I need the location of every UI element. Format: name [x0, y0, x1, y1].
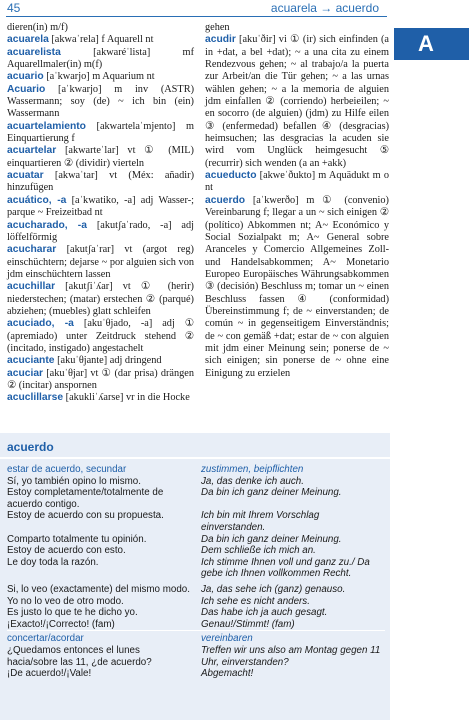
entry-text: [akwaˈrela] f Aquarell nt: [48, 34, 154, 46]
entry-text: [akwaˈtar] vt (Méx: añadir) hinzufügen: [7, 170, 194, 194]
dictionary-entry: [205, 22, 389, 34]
entry-text: [aˈkwarjo] m Aquarium nt: [43, 71, 155, 83]
german-phrase: Da bin ich ganz deiner Meinung.: [201, 487, 342, 499]
usage-box-title: acuerdo: [7, 440, 54, 454]
page-number: 45: [7, 1, 21, 15]
headword: acuario: [7, 71, 44, 83]
usage-row: [7, 580, 385, 596]
entry-text: [akuˈðir] vi ① (ir) sich einfinden (a in +dat, a bel +dat); ~ a una cita zu einem Rendezvous gehen; ~ al trabajo/a la puerta zur Arbeit/an die Tür gehen; ~ a las urnas wählen gehen; ~ a la memoria de alguien jdm einfallen ② (corriendo) herbeieilen; ~ en socorro (de alguien) (jdm) zu Hilfe eilen ③ (enfermedad) befallen ④ (desgracias) heimsuchen; las desgracias la acuden sie wird vom Unglück heimgesucht ⑤ (recurrir) sich wenden (a an +akk): [205, 34, 389, 169]
entry-text: [aˈkwerðo] m ① (convenio) Vereinbarung f; llegar a un ~ sich einigen ② (político) Abkommen nt; A~ Económico y Social Sozialpakt m; A~ General sobre Aranceles y Comercio Allgemeines Zoll- und Handelsabkommen; A~ Monetario Europeo Europäisches Währungsabkommen ③ (decisión) Beschluss m; tomar un ~ einen Beschluss fassen ④ (conformidad) Übereinstimmung f; de ~ einverstanden; de común ~ in gegenseitigem Einverständnis; de ~ con gemäß +dat; estar de ~ con alguien mit jdm einer Meinung sein; ponerse de ~ sich einigen; sin ponerse de ~ ohne eine Einigung zu erzielen: [205, 194, 389, 379]
entry-text: [akukliˈʎarse] vr in die Hocke: [63, 392, 190, 404]
usage-row: [7, 464, 385, 476]
thumb-index-tab: A: [394, 28, 469, 60]
dictionary-entry: [7, 318, 194, 355]
spanish-phrase: Le doy toda la razón.: [7, 556, 99, 568]
german-phrase: vereinbaren: [201, 631, 385, 645]
headword: acuciado, -a: [7, 318, 74, 330]
dictionary-entry: [7, 22, 194, 34]
spanish-phrase: Estoy de acuerdo con su propuesta.: [7, 510, 164, 522]
headword: acuchillar: [7, 281, 56, 293]
spanish-phrase: Es justo lo que te he dicho yo.: [7, 607, 138, 619]
entry-text: [aˈkwarjo] m inv (ASTR) Wassermann; soy (de) ~ ich bin (ein) Wassermann: [7, 83, 194, 120]
guide-words: acuarela → acuerdo: [270, 1, 379, 15]
headword: acuerdo: [205, 194, 246, 206]
german-phrase: zustimmen, beipflichten: [201, 464, 304, 475]
entry-text: dieren(in) m/f): [7, 22, 68, 33]
dictionary-entry: [7, 47, 194, 72]
headword: acucharar: [7, 244, 57, 256]
spanish-phrase: Sí, yo también opino lo mismo.: [7, 475, 141, 487]
dictionary-entry: [7, 121, 194, 146]
headword: acucharado, -a: [7, 219, 87, 231]
right-column: [205, 22, 389, 380]
headword: acuclillarse: [7, 392, 64, 404]
german-phrase: Das habe ich ja auch gesagt.: [201, 607, 328, 619]
entry-text: gehen: [205, 22, 230, 33]
dictionary-entry: [7, 355, 194, 367]
dictionary-entry: [7, 145, 194, 170]
german-phrase: Treffen wir uns also am Montag gegen 11 Uhr, einverstanden?: [201, 644, 381, 668]
usage-row: [7, 645, 385, 668]
german-phrase: Da bin ich ganz deiner Meinung.: [201, 533, 342, 545]
usage-row: [7, 510, 385, 533]
dictionary-entry: [205, 170, 389, 195]
dictionary-entry: [205, 34, 389, 170]
usage-row: [7, 557, 385, 580]
usage-row: [7, 607, 385, 619]
dictionary-entry: [7, 34, 194, 46]
spanish-phrase: Comparto totalmente tu opinión.: [7, 533, 147, 545]
dictionary-entry: [7, 368, 194, 393]
usage-table: [7, 464, 385, 680]
german-phrase: Ich stimme Ihnen voll und ganz zu./ Da gebe ich Ihnen vollkommen Recht.: [201, 556, 370, 580]
entry-text: [akwartelaˈmjento] m Einquartierung f: [7, 120, 194, 145]
german-phrase: Abgemacht!: [201, 668, 254, 680]
headword: acuciar: [7, 367, 44, 379]
usage-row: [7, 545, 385, 557]
headword: acuático, -a: [7, 194, 67, 206]
entry-text: [akutʃiˈʎar] vt ① (herir) niederstechen; (matar) erstechen ② (parqué) abziehen; (muebles) glatt schleifen: [7, 281, 194, 317]
left-column: [7, 22, 194, 405]
spanish-phrase: Estoy de acuerdo con esto.: [7, 545, 126, 557]
headword: acudir: [205, 34, 236, 46]
dictionary-entry: [7, 195, 194, 220]
headword: acuatar: [7, 170, 44, 182]
spanish-phrase: ¡De acuerdo!/¡Vale!: [7, 668, 92, 680]
entry-text: [akuˈθjado, -a] adj ① (apremiado) unter Zeitdruck stehend ② (incitado, instigado) angestachelt: [7, 318, 195, 354]
dictionary-entry: [7, 392, 194, 404]
entry-text: [aˈkwatiko, -a] adj Wasser-; parque ~ Freizeitbad nt: [7, 194, 195, 219]
entry-text: [akwaréˈlista] mf Aquarellmaler(in) m(f): [7, 46, 194, 71]
german-phrase: Dem schließe ich mich an.: [201, 545, 316, 557]
german-phrase: Ja, das sehe ich (ganz) genauso.: [201, 583, 346, 595]
dictionary-entry: [7, 170, 194, 195]
german-phrase: Ich sehe es nicht anders.: [201, 595, 310, 607]
entry-text: [akuˈθjante] adj dringend: [54, 355, 162, 367]
entry-text: [akutʃaˈrar] vt (argot reg) einschüchtern; dejarse ~ por alguien sich von jdm einschüchtern lassen: [7, 244, 194, 280]
german-phrase: Genau!/Stimmt! (fam): [201, 618, 295, 630]
headword: acuarelista: [7, 46, 61, 58]
usage-row: [7, 476, 385, 488]
headword: acueducto: [205, 170, 257, 182]
dictionary-entry: [7, 244, 194, 281]
usage-row: [7, 534, 385, 546]
german-phrase: Ich bin mit Ihrem Vorschlag einverstanden.: [201, 510, 320, 533]
entry-text: [akuˈθjar] vt ① (dar prisa) drängen ② (incitar) anspornen: [7, 367, 194, 391]
dictionary-entry: [7, 71, 194, 83]
spanish-phrase: ¿Quedamos entonces el lunes hacia/sobre las 11, ¿de acuerdo?: [7, 644, 152, 668]
spanish-phrase: concertar/acordar: [7, 631, 201, 645]
headword: acuartelamiento: [7, 120, 86, 132]
entry-text: [akweˈðukto] m Aquädukt m o nt: [205, 170, 389, 194]
spanish-phrase: estar de acuerdo, secundar: [7, 464, 127, 475]
usage-box: [0, 433, 390, 720]
spanish-phrase: Si, lo veo (exactamente) del mismo modo.: [7, 583, 190, 595]
dictionary-entry: [7, 220, 194, 245]
page-header: [0, 0, 469, 18]
header-rule: [6, 16, 387, 17]
usage-row: [7, 487, 385, 510]
dictionary-entry: [205, 195, 389, 380]
usage-row: [7, 631, 385, 645]
spanish-phrase: ¡Exacto!/¡Correcto! (fam): [7, 618, 115, 630]
headword: acuciante: [7, 355, 55, 367]
usage-row: [7, 619, 385, 631]
headword: acuartelar: [7, 145, 57, 157]
headword: Acuario: [7, 83, 46, 95]
german-phrase: Ja, das denke ich auch.: [201, 475, 304, 487]
dictionary-entry: [7, 281, 194, 318]
headword: acuarela: [7, 34, 49, 46]
usage-box-rule: [0, 457, 390, 459]
dictionary-entry: [7, 84, 194, 121]
usage-row: [7, 668, 385, 680]
entry-text: [akutʃaˈrado, -a] adj löffelförmig: [7, 219, 194, 243]
entry-text: [akwarteˈlar] vt ① (MIL) einquartieren ② (dividir) vierteln: [7, 145, 194, 169]
usage-row: [7, 596, 385, 608]
spanish-phrase: Yo no lo veo de otro modo.: [7, 595, 124, 607]
spanish-phrase: Estoy completamente/totalmente de acuerdo contigo.: [7, 487, 164, 510]
